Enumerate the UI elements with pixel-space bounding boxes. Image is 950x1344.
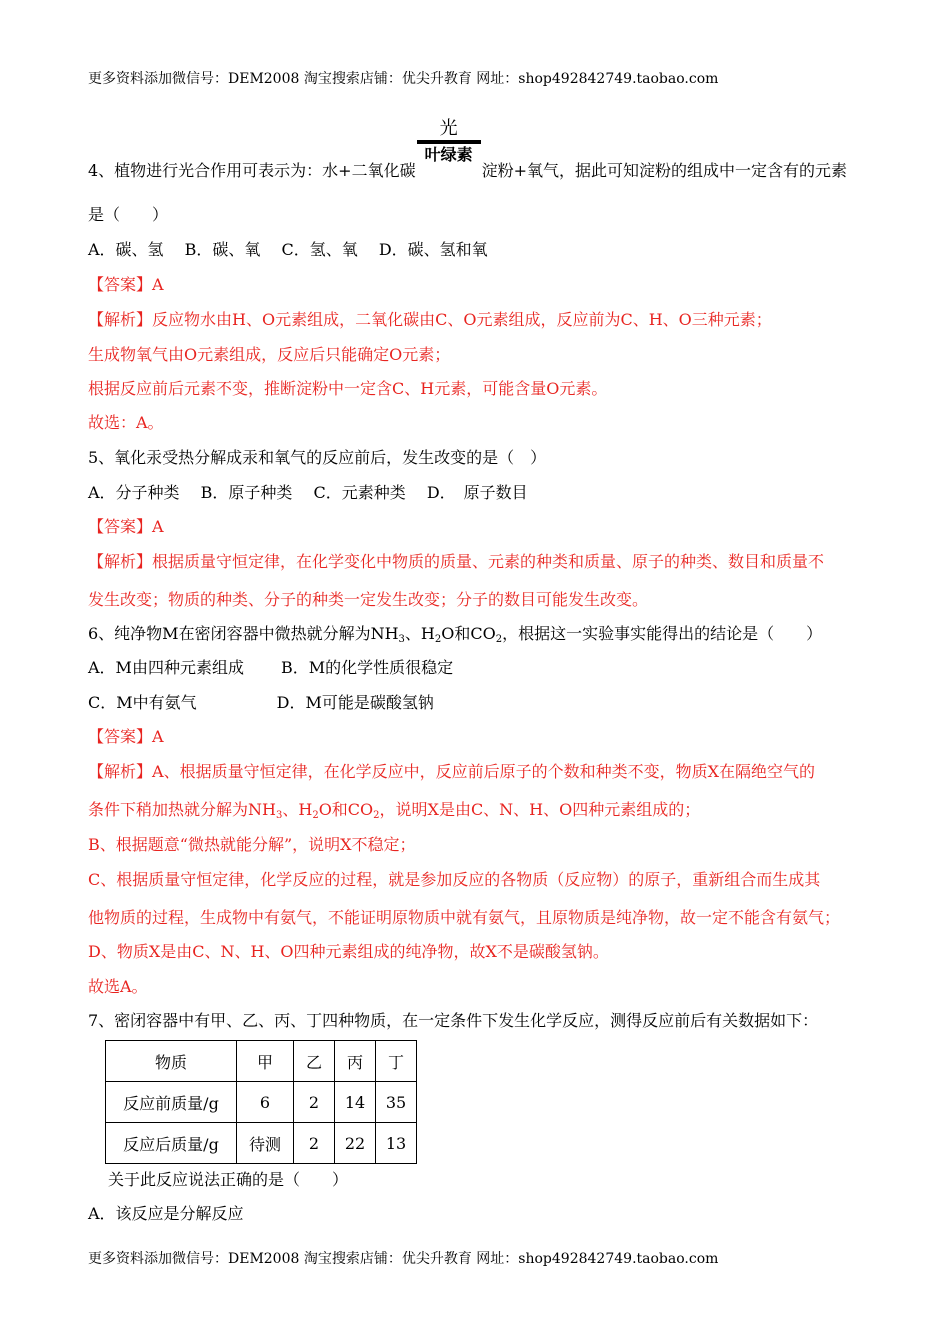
q6-answer [88,727,164,747]
table-row [106,1123,417,1164]
q6-sub-2b: 2 [495,634,503,645]
q6-analysis-label: 【解析】 [88,762,153,781]
q6-analysis-6: D、物质X是由C、N、H、O四种元素组成的纯净物，故X不是碳酸氢钠。 [88,942,609,961]
q6-analysis-7: 故选A。 [88,977,148,996]
q5-answer-value: A [152,517,164,536]
condition-chlorophyll: 叶绿素 [417,142,481,166]
table-cell: 反应前质量/g [106,1082,237,1123]
q7-stem: 7、密闭容器中有甲、乙、丙、丁四种物质，在一定条件下发生化学反应，测得反应前后有关数据如下： [88,1011,819,1030]
q6-a2-b: 、H [282,800,313,819]
q6-a2-sub-2b: 2 [373,810,380,821]
table-header-cell: 丙 [335,1041,376,1082]
q4-analysis-4: 故选：A。 [88,413,164,432]
q7-question: 关于此反应说法正确的是（ ） [108,1170,349,1189]
table-cell: 14 [335,1082,376,1123]
q7-data-table [105,1040,417,1164]
q6-sub-2a: 2 [434,634,442,645]
q6-options-cd: C．M中有氨气 D．M可能是碳酸氢钠 [88,693,434,712]
q5-analysis-label: 【解析】 [88,552,153,571]
table-cell: 2 [294,1123,335,1164]
table-header-cell: 物质 [106,1041,237,1082]
q6-analysis-4: C、根据质量守恒定律，化学反应的过程，就是参加反应的各物质（反应物）的原子，重新组合而生成其 [88,870,821,889]
q5-answer [88,517,164,537]
q6-sub-3: 3 [398,634,405,645]
q6-analysis-2 [88,800,700,826]
q6-analysis-5: 他物质的过程，生成物中有氨气，不能证明原物质中就有氨气，且原物质是纯净物，故一定不能含有氨气； [88,908,841,927]
q5-stem: 5、氧化汞受热分解成汞和氧气的反应前后，发生改变的是（ ） [88,448,547,467]
q4-stem [88,118,848,182]
q6-stem-b: 、H [404,624,435,643]
q4-options: A．碳、氢 B．碳、氧 C．氢、氧 D．碳、氢和氧 [88,240,488,259]
q4-answer-label: 【答案】 [88,275,153,294]
q6-stem-c: O和CO [441,624,496,643]
table-cell: 待测 [237,1123,294,1164]
q6-a2-sub-3: 3 [275,810,283,821]
table-header-cell: 乙 [294,1041,335,1082]
condition-light: 光 [417,118,481,142]
q6-analysis-1 [88,762,815,782]
table-cell: 13 [376,1123,417,1164]
q5-answer-label: 【答案】 [88,517,153,536]
q4-analysis-text: 反应物水由H、O元素组成，二氧化碳由C、O元素组成，反应前为C、H、O三种元素； [152,310,772,329]
q6-a2-sub-2a: 2 [312,810,319,821]
q6-a2-d: ，说明X是由C、N、H、O四种元素组成的； [379,800,701,819]
q4-stem-a: 4、植物进行光合作用可表示为：水+二氧化碳 [88,161,416,180]
table-header-row [106,1041,417,1082]
q6-stem [88,624,822,650]
table-row [106,1082,417,1123]
table-cell: 22 [335,1123,376,1164]
table-cell: 反应后质量/g [106,1123,237,1164]
q4-analysis-label: 【解析】 [88,310,153,329]
q4-analysis-3: 根据反应前后元素不变，推断淀粉中一定含C、H元素，可能含量O元素。 [88,379,608,398]
q6-a2-c: O和CO [318,800,374,819]
q4-stem-c: 是（ ） [88,205,169,224]
q5-options: A．分子种类 B．原子种类 C．元素种类 D． 原子数目 [88,483,528,502]
table-header-cell: 丁 [376,1041,417,1082]
reaction-condition [417,118,481,182]
q5-analysis-text: 根据质量守恒定律，在化学变化中物质的质量、元素的种类和质量、原子的种类、数目和质量不 [152,552,825,571]
q4-analysis-2: 生成物氧气由O元素组成，反应后只能确定O元素； [88,345,451,364]
q4-answer [88,275,164,295]
table-cell: 35 [376,1082,417,1123]
q6-answer-value: A [152,727,164,746]
q7-option-a: A．该反应是分解反应 [88,1204,244,1223]
q6-analysis-3: B、根据题意“微热就能分解”，说明X不稳定； [88,835,416,854]
q4-analysis-1 [88,310,772,330]
q6-answer-label: 【答案】 [88,727,153,746]
page-header: 更多资料添加微信号：DEM2008 淘宝搜索店铺：优尖升教育 网址：shop492842749.taobao.com [88,71,719,87]
q6-stem-d: ，根据这一实验事实能得出的结论是（ ） [502,624,823,643]
table-header-cell: 甲 [237,1041,294,1082]
q6-analysis-text: A、根据质量守恒定律，在化学反应中，反应前后原子的个数和种类不变，物质X在隔绝空气的 [152,762,815,781]
q4-answer-value: A [152,275,164,294]
table-cell: 2 [294,1082,335,1123]
q6-a2-a: 条件下稍加热就分解为NH [88,800,276,819]
q5-analysis-1 [88,552,824,572]
q6-stem-a: 6、纯净物M在密闭容器中微热就分解为NH [88,624,399,643]
q6-options-ab: A．M由四种元素组成 B．M的化学性质很稳定 [88,658,454,677]
table-cell: 6 [237,1082,294,1123]
q4-stem-b: 淀粉+氧气，据此可知淀粉的组成中一定含有的元素 [481,161,848,180]
q5-analysis-2: 发生改变；物质的种类、分子的种类一定发生改变；分子的数目可能发生改变。 [88,590,649,609]
page-footer: 更多资料添加微信号：DEM2008 淘宝搜索店铺：优尖升教育 网址：shop492842749.taobao.com [88,1251,719,1267]
